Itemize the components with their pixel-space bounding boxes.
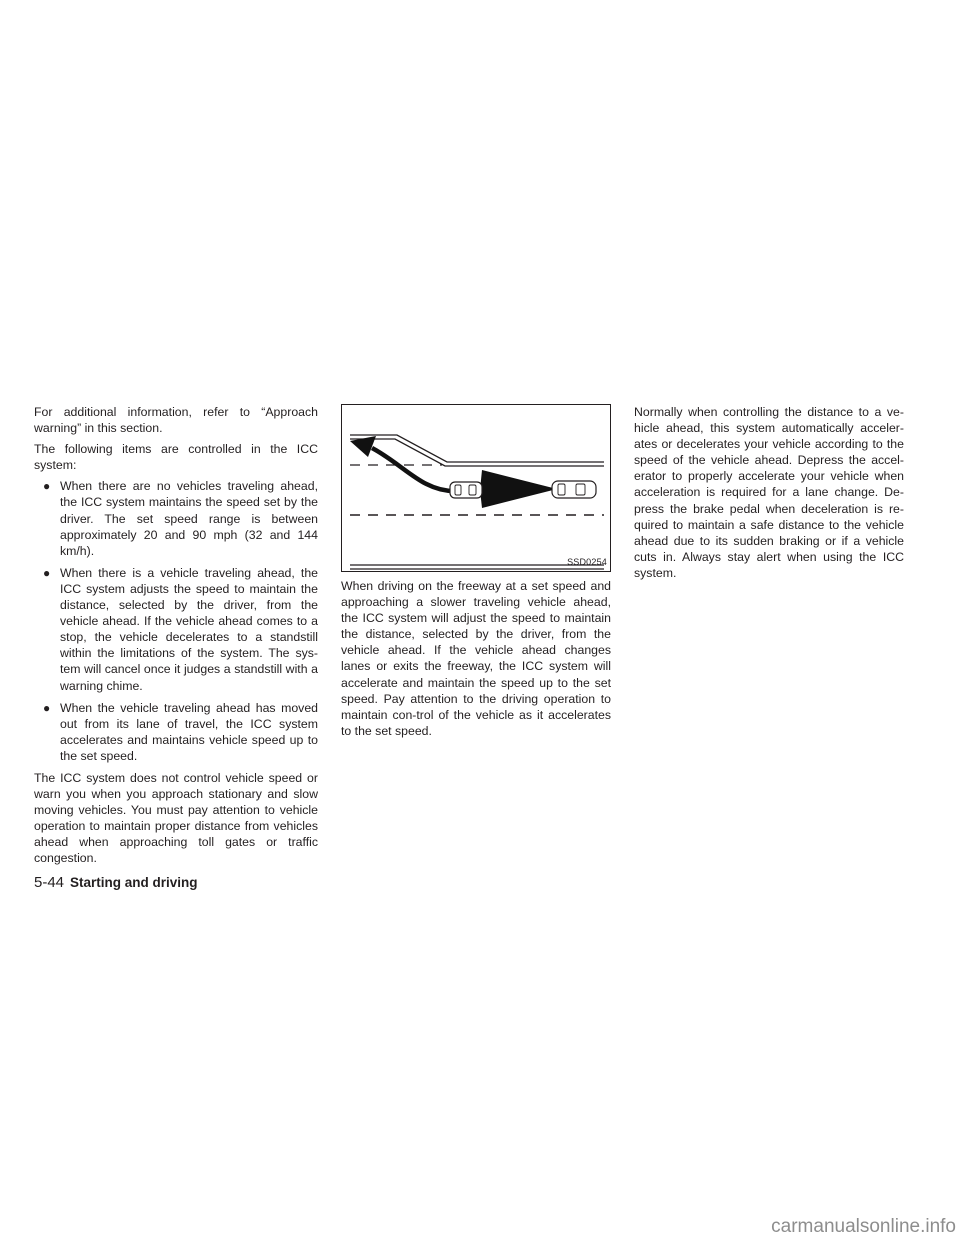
figure-code: SSD0254: [567, 556, 607, 567]
freeway-paragraph: When driving on the freeway at a set speed and approaching a slower traveling vehicle ahead, the ICC system will adjust the speed to maintain the distance, selected by the driver, from the vehicle ahead. If the vehicle ahead changes lanes or exits the freeway, the ICC system will accelerate and maintain the speed up to the set speed. Pay attention to the driving operation to maintain con-trol of the vehicle as it accelerates to the set speed.: [341, 579, 611, 738]
intro-paragraph: For additional information, refer to “Approach warning” in this section.: [34, 405, 318, 436]
items-lead-paragraph: The following items are controlled in the ICC system:: [34, 442, 318, 473]
lane-change-path: [372, 448, 454, 491]
list-item: [34, 478, 318, 558]
list-item-text: When the vehicle traveling ahead has moved out from its lane of travel, the ICC system accelerates and maintains vehicle speed up to the set speed.: [60, 700, 318, 763]
list-item: [34, 700, 318, 764]
road-illustration: [342, 405, 612, 573]
left-column: [34, 404, 318, 872]
bullet-icon: ●: [43, 700, 51, 715]
middle-column: [341, 404, 611, 744]
detection-beam: [480, 470, 557, 508]
list-item-text: When there are no vehicles traveling ahead, the ICC system maintains the speed set by the driver. The set speed range is between approximately 20 and 90 mph (32 and 144 km/h).: [60, 479, 318, 558]
watermark: carmanualsonline.info: [771, 1216, 956, 1237]
page-number: 5-44: [34, 874, 65, 891]
distance-control-paragraph: Normally when controlling the distance to a ve-hicle ahead, this system automatically acceler-ates or decelerates your vehicle according to the speed of the vehicle ahead. Depress the accel-erator to properly accelerate your vehicle when acceleration is required for a lane change. De-press the brake pedal when deceleration is re-quired to maintain a safe distance to the vehicle ahead due to its sudden braking or if a vehicle cuts in. Always stay alert when using the ICC system.: [634, 405, 904, 580]
vehicle-ahead-icon: [552, 481, 596, 498]
right-column: [634, 404, 904, 586]
section-title: Starting and driving: [70, 875, 198, 890]
own-vehicle-icon: [450, 482, 482, 498]
freeway-following-diagram: [341, 404, 611, 572]
closing-paragraph: The ICC system does not control vehicle speed or warn you when you approach stationary and slow moving vehicles. You must pay attention to vehicle operation to maintain proper distance from vehicles ahead when approaching toll gates or traffic congestion.: [34, 770, 318, 866]
list-item-text: When there is a vehicle traveling ahead, the ICC system adjusts the speed to maintain the distance, selected by the driver, from the vehicle ahead. If the vehicle ahead comes to a stop, the vehicle decelerates to a standstill within the limitations of the system. The sys-tem will cancel once it judges a standstill with a warning chime.: [60, 565, 318, 693]
bullet-icon: ●: [43, 565, 51, 580]
page-footer: [34, 874, 198, 891]
bullet-icon: ●: [43, 479, 51, 494]
controlled-items-list: [34, 478, 318, 764]
list-item: [34, 565, 318, 694]
